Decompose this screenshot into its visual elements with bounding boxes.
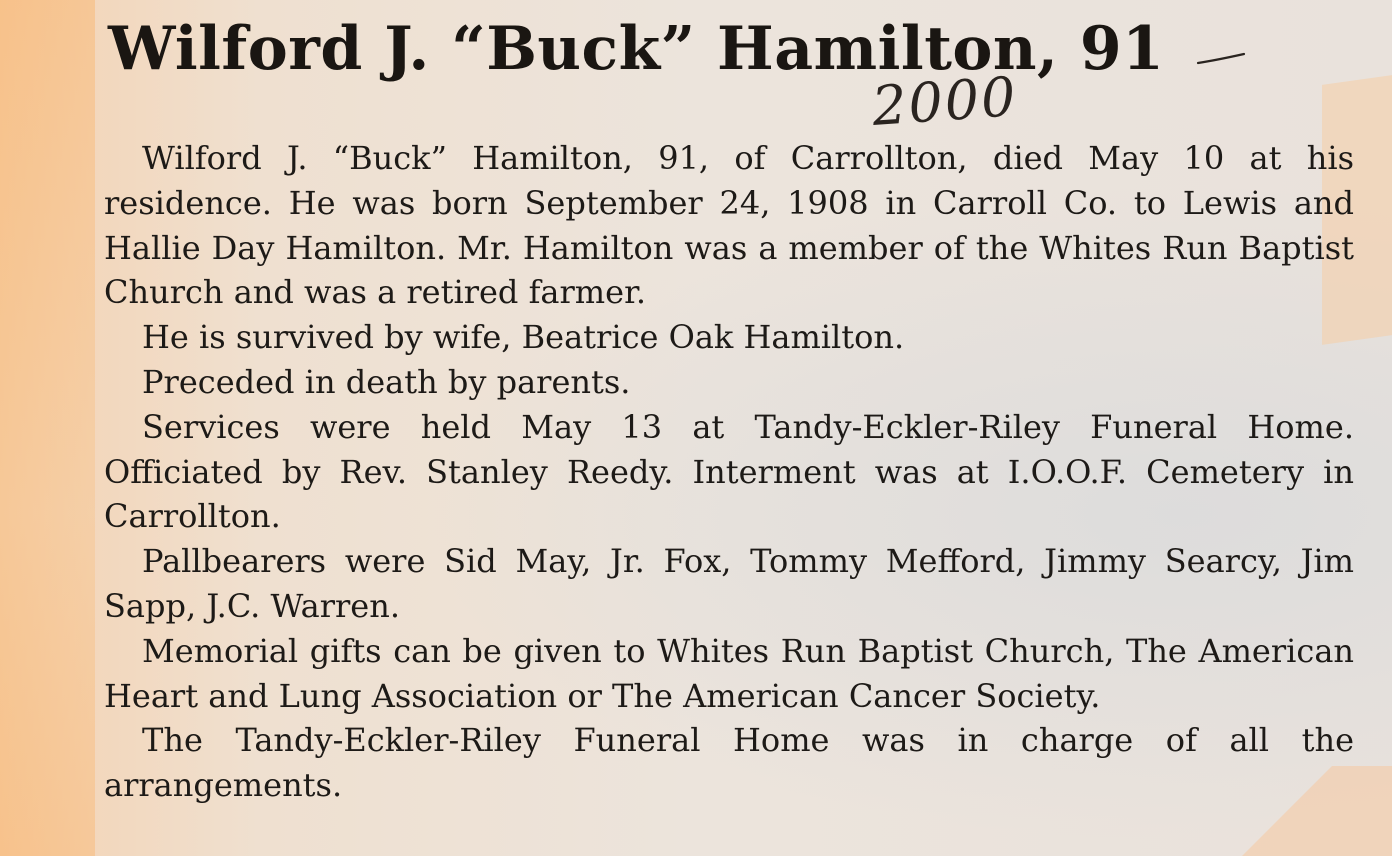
paragraph-preceded: Preceded in death by parents. [142, 362, 631, 401]
paragraph-intro: Wilford J. “Buck” Hamilton, 91, of Carrollton, died May 10 at his residence. He was born September 24, 1908 in Carroll Co. to Lewis and Hallie Day Hamilton. Mr. Hamilton was a member of the Whites Run Baptist Church and was a retired farmer. [104, 139, 1354, 312]
handwritten-year-note: 2000 [869, 65, 1020, 138]
paragraph-memorials: Memorial gifts can be given to Whites Run Baptist Church, The American Heart and Lung Association or The American Cancer Society. [104, 631, 1354, 715]
obituary-body [104, 136, 1354, 808]
obituary-headline: Wilford J. “Buck” Hamilton, 91 [108, 14, 1165, 84]
handwritten-dash-mark [1196, 52, 1246, 66]
paragraph-arrangements: The Tandy-Eckler-Riley Funeral Home was in charge of all the arrangements. [104, 721, 1354, 805]
paragraph-services: Services were held May 13 at Tandy-Eckler-Riley Funeral Home. Officiated by Rev. Stanley Reedy. Interment was at I.O.O.F. Cemetery in Carrollton. [104, 407, 1354, 536]
tape-strip-left [0, 0, 95, 856]
paragraph-survivors: He is survived by wife, Beatrice Oak Hamilton. [142, 318, 905, 357]
paragraph-pallbearers: Pallbearers were Sid May, Jr. Fox, Tommy Mefford, Jimmy Searcy, Jim Sapp, J.C. Warren. [104, 542, 1354, 625]
